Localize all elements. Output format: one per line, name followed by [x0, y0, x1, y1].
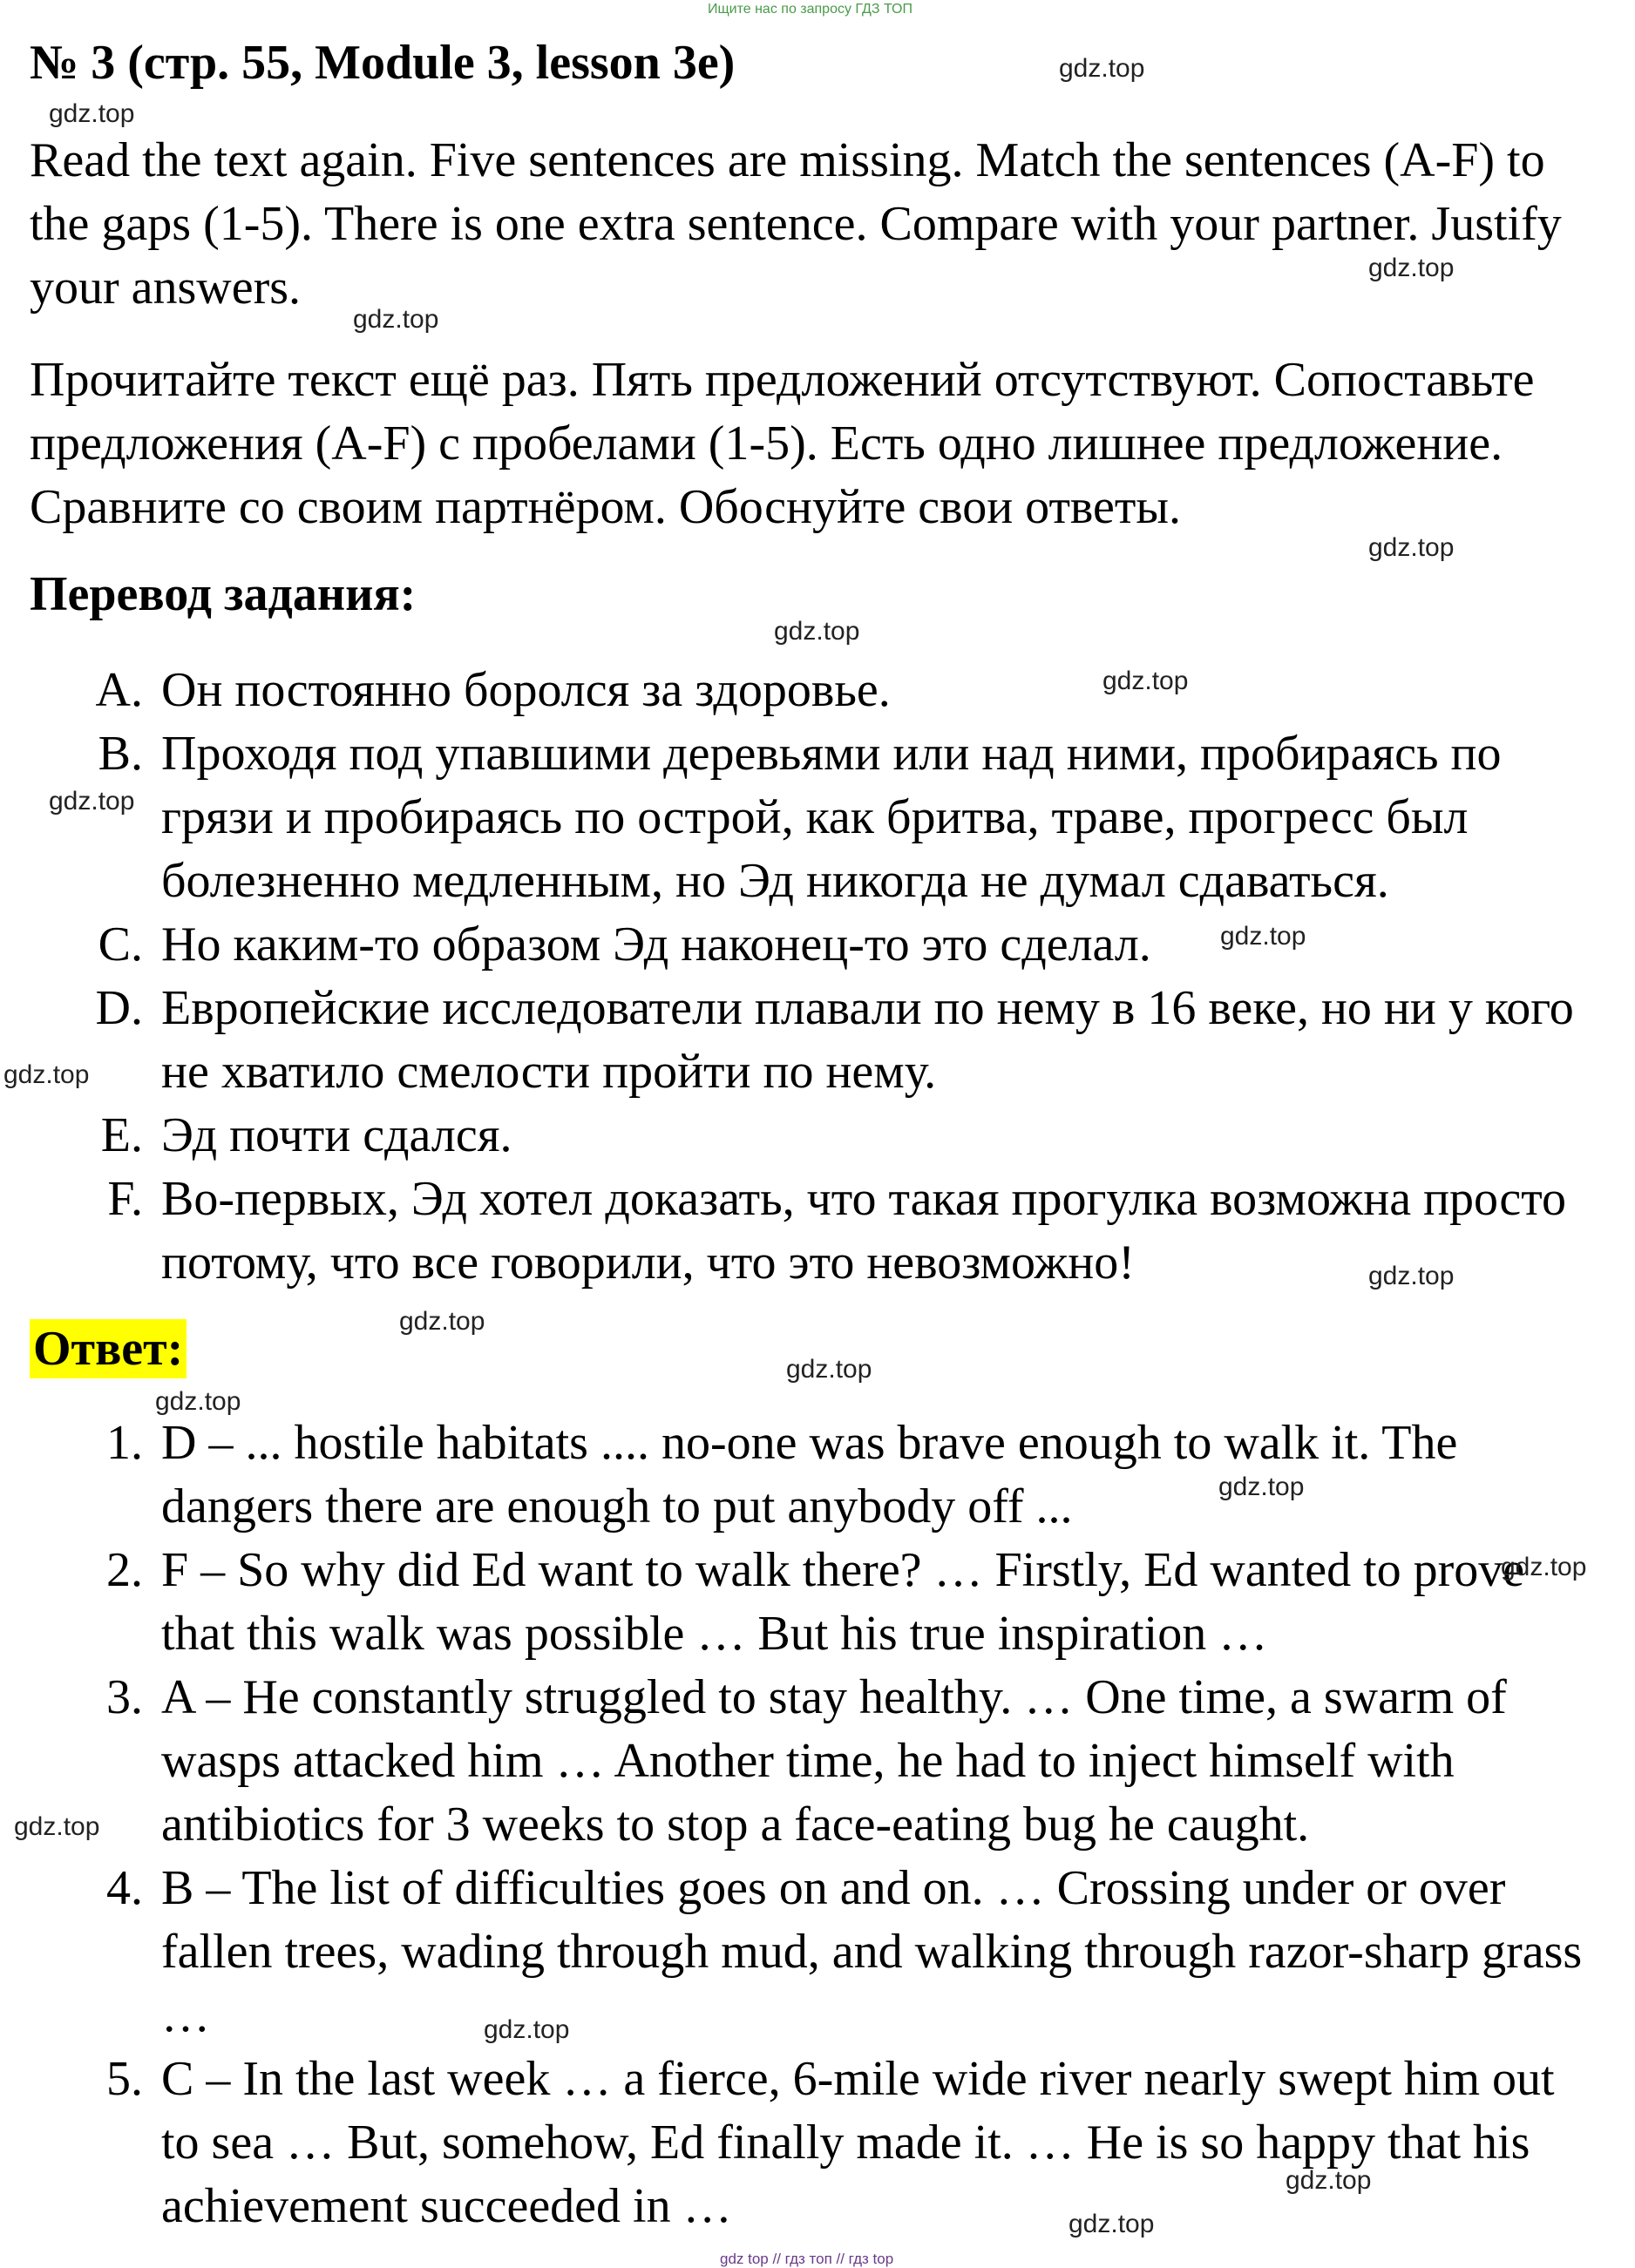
option-text: Но каким-то образом Эд наконец-то это сделал. — [161, 917, 1151, 972]
watermark: gdz.top — [1218, 1473, 1305, 1501]
instruction-russian: Прочитайте текст ещё раз. Пять предложений отсутствуют. Сопоставьте предложения (A-F) с пробелами (1-5). Есть одно лишнее предложение. Сравните со своим партнёром. Обоснуйте свои ответы. — [30, 353, 1535, 534]
watermark: gdz.top — [49, 99, 135, 128]
watermark: gdz.top — [1069, 2210, 1155, 2238]
watermark: gdz.top — [1286, 2166, 1372, 2195]
option-text: Он постоянно боролся за здоровье. — [161, 663, 891, 717]
watermark: gdz.top — [155, 1387, 241, 1416]
answer-text: D – ... hostile habitats .... no-one was brave enough to walk it. The dangers there are enough to put anybody off ... — [161, 1416, 1458, 1533]
answer-text: F – So why did Ed want to walk there? … Firstly, Ed wanted to prove that this walk was possible … But his true inspiration … — [161, 1543, 1525, 1661]
watermark: gdz.top — [1102, 667, 1189, 695]
answer-number: 1. — [106, 1416, 143, 1470]
answer-label: Ответ: — [30, 1319, 187, 1378]
watermark: gdz.top — [399, 1307, 485, 1336]
watermark: gdz.top — [1368, 254, 1455, 282]
watermark: gdz.top — [1501, 1553, 1587, 1581]
option-text: Европейские исследователи плавали по нему в 16 веке, но ни у кого не хватило смелости пройти по нему. — [161, 981, 1574, 1099]
option-text: Эд почти сдался. — [161, 1108, 512, 1162]
answer-number: 4. — [106, 1861, 143, 1915]
footer-watermark: gdz top // гдз топ // гдз top — [720, 2251, 894, 2267]
instruction-english: Read the text again. Five sentences are missing. Match the sentences (A-F) to the gaps (1-5). There is one extra sentence. Compare with your partner. Justify your answers. — [30, 133, 1562, 315]
translation-heading: Перевод задания: — [30, 567, 417, 621]
option-letter: E. — [100, 1108, 143, 1162]
watermark: gdz.top — [3, 1060, 90, 1089]
watermark: gdz.top — [1059, 54, 1145, 83]
answer-number: 5. — [106, 2052, 143, 2106]
watermark: gdz.top — [1368, 533, 1455, 562]
watermark: gdz.top — [49, 787, 135, 816]
option-letter: C. — [98, 917, 143, 972]
watermark: gdz.top — [774, 617, 860, 646]
watermark: gdz.top — [1220, 922, 1306, 951]
option-letter: B. — [98, 727, 143, 781]
watermark: gdz.top — [786, 1355, 872, 1384]
watermark: gdz.top — [14, 1812, 100, 1841]
page-title: № 3 (стр. 55, Module 3, lesson 3e) — [30, 36, 736, 90]
option-letter: A. — [95, 663, 143, 717]
watermark: gdz.top — [484, 2015, 570, 2044]
top-banner: Ищите нас по запросу ГДЗ ТОП — [708, 2, 912, 17]
answer-text: A – He constantly struggled to stay healthy. … One time, a swarm of wasps attacked him … Another time, he had to inject himself with antibiotics for 3 weeks to stop a face-eating bug he caught. — [161, 1670, 1507, 1852]
watermark: gdz.top — [1368, 1262, 1455, 1290]
answer-text: B – The list of difficulties goes on and on. … Crossing under or over fallen trees, wading through mud, and walking through razor-sharp grass … — [161, 1861, 1583, 2042]
option-letter: F. — [107, 1172, 143, 1226]
option-text: Во-первых, Эд хотел доказать, что такая прогулка возможна просто потому, что все говорили, что это невозможно! — [161, 1172, 1567, 1290]
option-letter: D. — [95, 981, 143, 1035]
answer-number: 2. — [106, 1543, 143, 1597]
answer-text: C – In the last week … a fierce, 6-mile wide river nearly swept him out to sea … But, somehow, Ed finally made it. … He is so happy that his achievement succeeded in … — [161, 2052, 1555, 2233]
watermark: gdz.top — [353, 305, 439, 334]
answer-number: 3. — [106, 1670, 143, 1724]
option-text: Проходя под упавшими деревьями или над ними, пробираясь по грязи и пробираясь по острой, как бритва, траве, прогресс был болезненно медленным, но Эд никогда не думал сдаваться. — [161, 727, 1502, 908]
